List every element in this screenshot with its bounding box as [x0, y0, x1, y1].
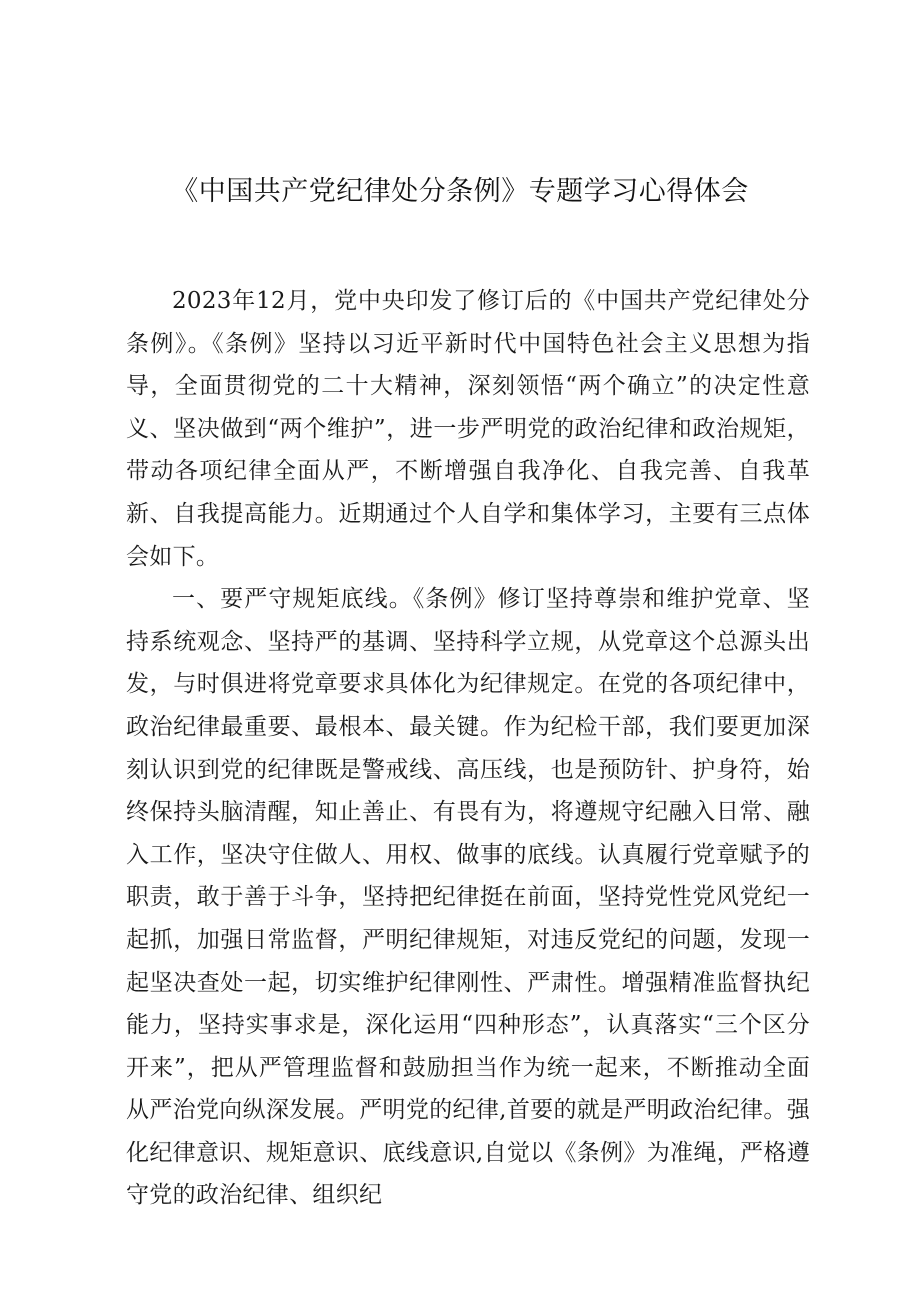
document-title: 《中国共产党纪律处分条例》专题学习心得体会 — [171, 176, 749, 207]
paragraph-intro: 2023年12月，党中央印发了修订后的《中国共产党纪律处分条例》。《条例》坚持以习近平新时代中国特色社会主义思想为指导，全面贯彻党的二十大精神，深刻领悟“两个确立”的决定性意义、坚决做到“两个维护”，进一步严明党的政治纪律和政治规矩，带动各项纪律全面从严，不断增强自我净化、自我完善、自我革新、自我提高能力。近期通过个人自学和集体学习，主要有三点体会如下。 — [126, 288, 810, 570]
document-body — [126, 280, 810, 1217]
paragraph-point-one: 一、要严守规矩底线。《条例》修订坚持尊崇和维护党章、坚持系统观念、坚持严的基调、坚持科学立规，从党章这个总源头出发，与时俱进将党章要求具体化为纪律规定。在党的各项纪律中，政治纪律最重要、最根本、最关键。作为纪检干部，我们要更加深刻认识到党的纪律既是警戒线、高压线，也是预防针、护身符，始终保持头脑清醒，知止善止、有畏有为，将遵规守纪融入日常、融入工作，坚决守住做人、用权、做事的底线。认真履行党章赋予的职责，敢于善于斗争，坚持把纪律挺在前面，坚持党性党风党纪一起抓，加强日常监督，严明纪律规矩，对违反党纪的问题，发现一起坚决查处一起，切实维护纪律刚性、严肃性。增强精准监督执纪能力，坚持实事求是，深化运用“四种形态”，认真落实“三个区分开来”，把从严管理监督和鼓励担当作为统一起来，不断推动全面从严治党向纵深发展。严明党的纪律,首要的就是严明政治纪律。强化纪律意识、规矩意识、底线意识,自觉以《条例》为准绳，严格遵守党的政治纪律、组织纪 — [126, 586, 810, 1209]
